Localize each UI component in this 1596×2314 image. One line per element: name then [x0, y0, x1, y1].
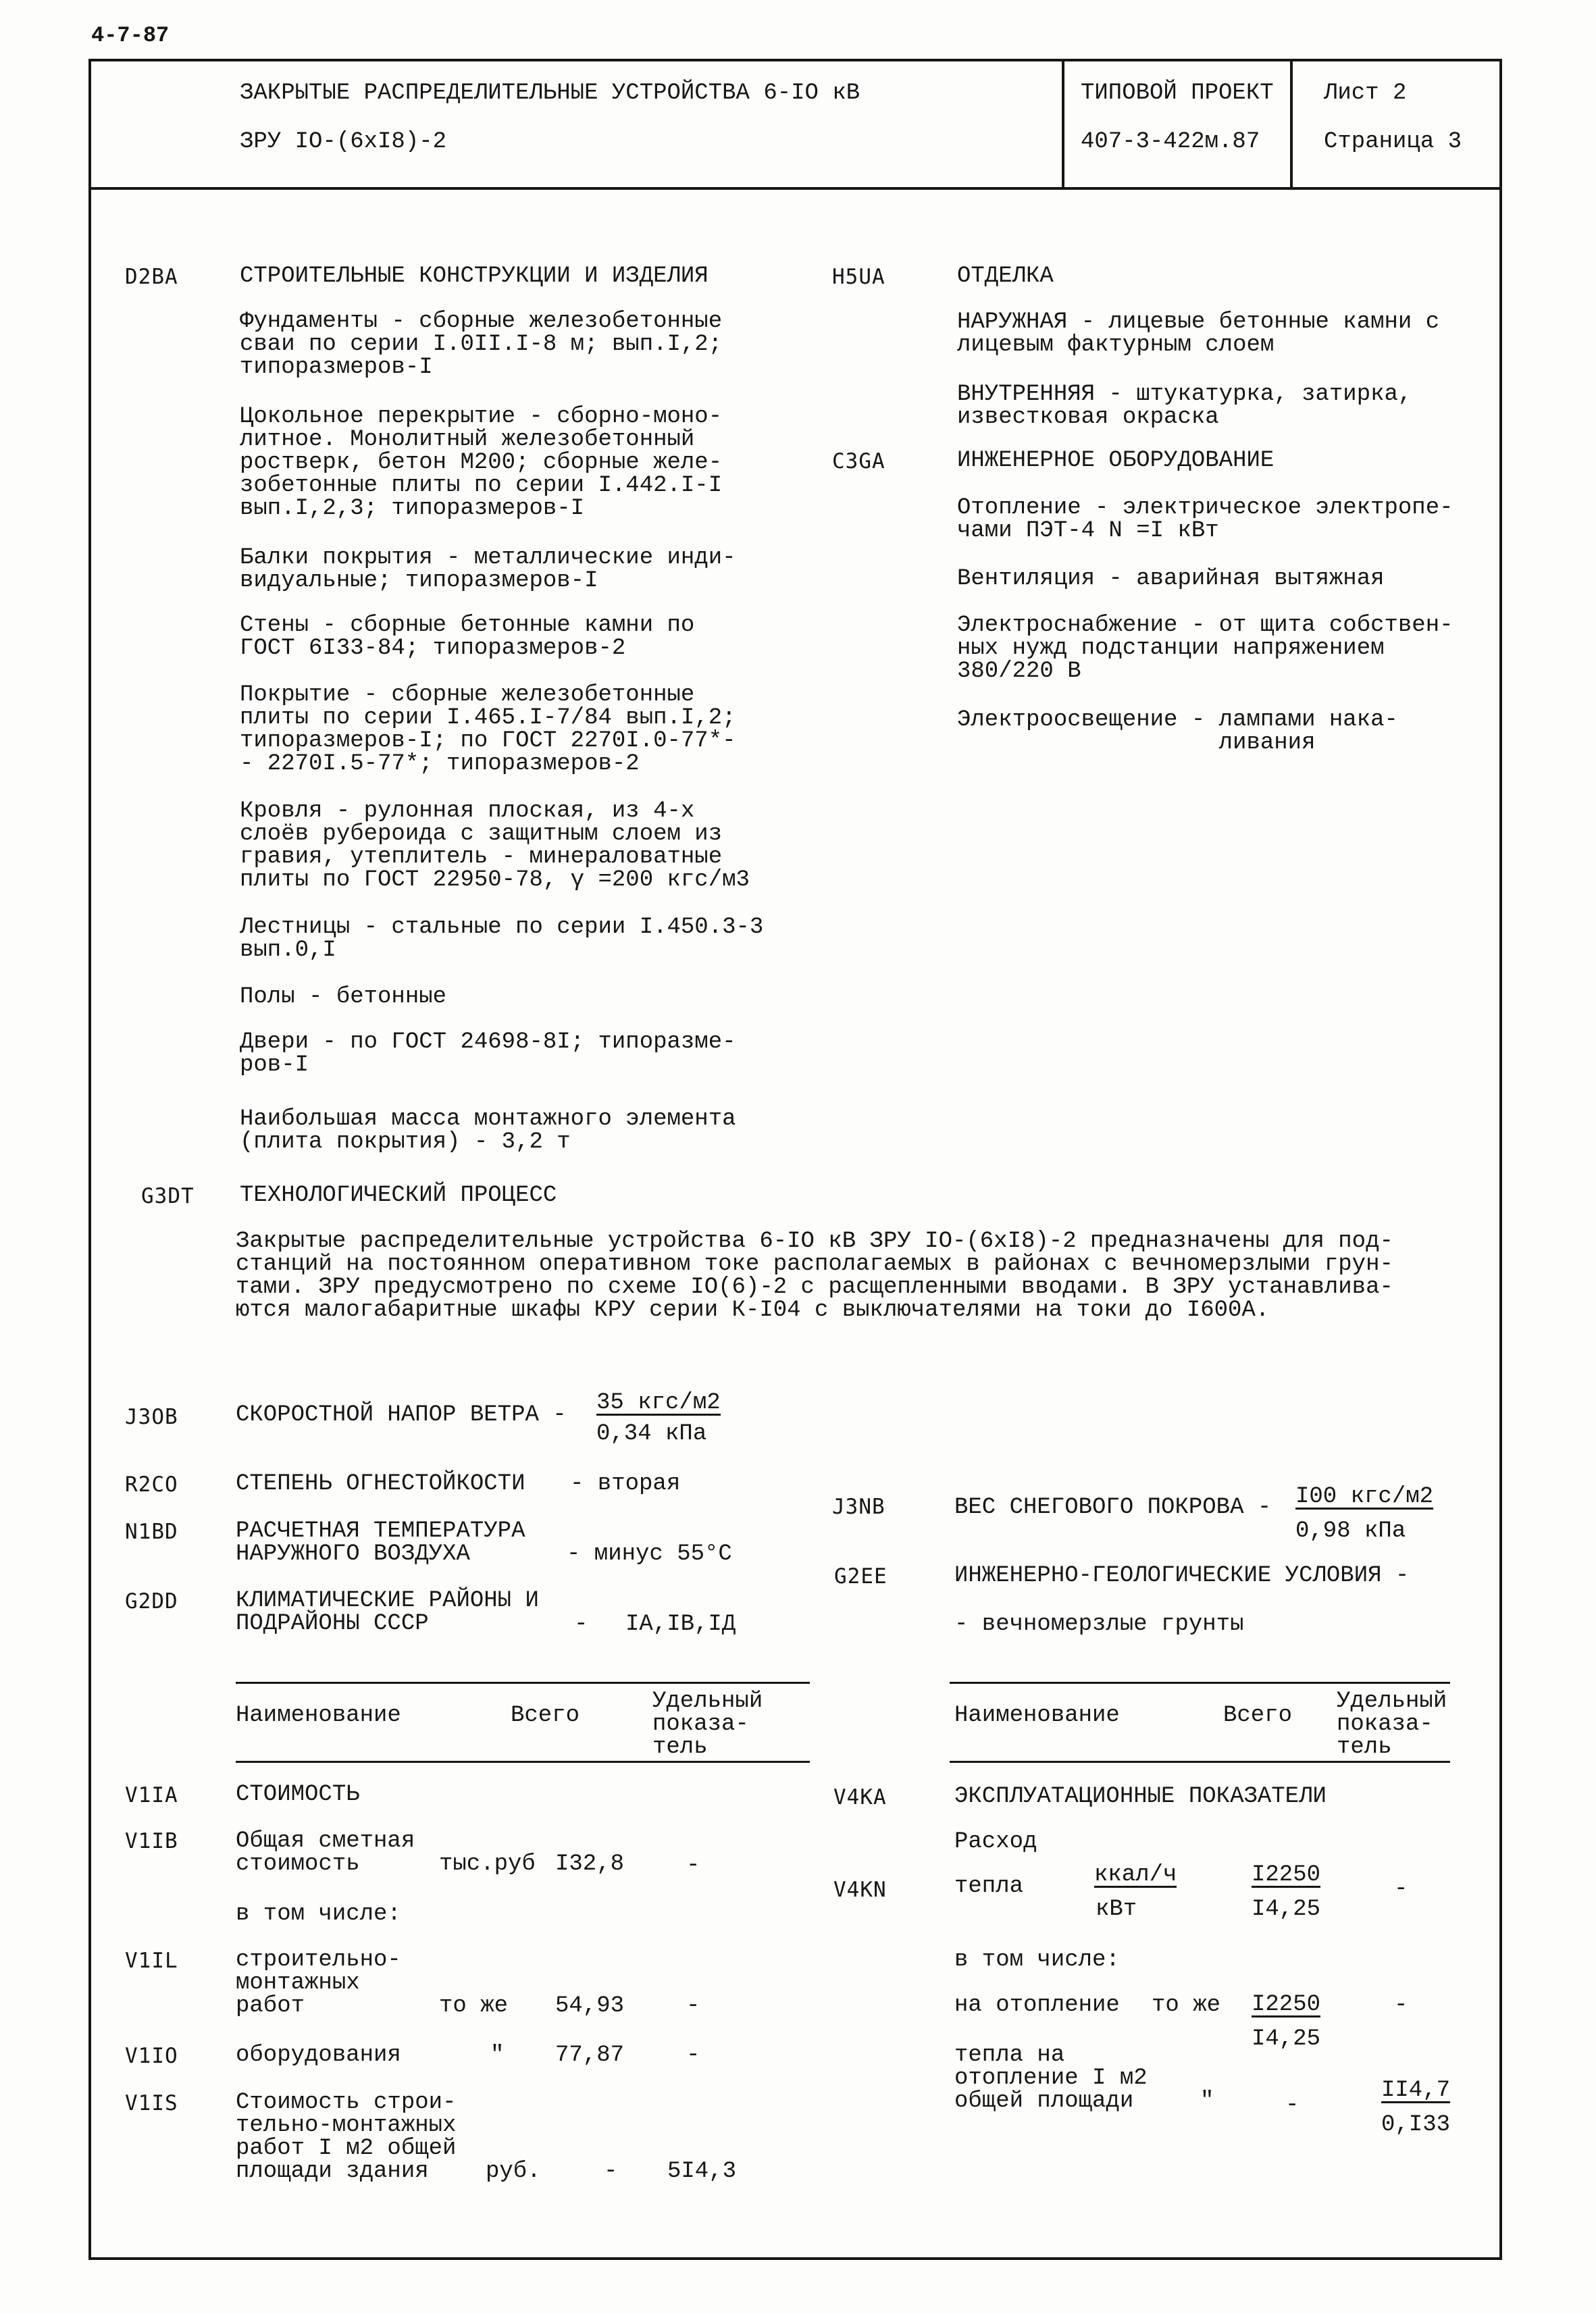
- snow-value: I00 кгс/м2: [1295, 1484, 1434, 1510]
- consumption-label: Расход: [954, 1829, 1037, 1855]
- engineering-item: Электроснабжение - от щита собствен- ных нужд подстанции напряжением 380/220 В: [957, 613, 1453, 684]
- document-code: 4-7-87: [91, 23, 170, 48]
- cost-row-specific: -: [686, 2042, 700, 2068]
- climate-code: G2DD: [125, 1589, 178, 1614]
- cost-row-total: -: [604, 2159, 618, 2184]
- heat-row-name: тепла: [954, 1874, 1024, 1899]
- engineering-item: Отопление - электрическое электропе- чами ПЭТ-4 N =I кВт: [957, 495, 1453, 544]
- snow-code: J3NB: [832, 1495, 885, 1519]
- cost-header-name: Наименование: [236, 1703, 401, 1728]
- finishing-item: ВНУТРЕННЯЯ - штукатурка, затирка, известковая окраска: [957, 382, 1412, 430]
- engineering-item: Вентиляция - аварийная вытяжная: [957, 566, 1385, 592]
- finishing-heading: ОТДЕЛКА: [957, 263, 1054, 289]
- process-text: Закрытые распределительные устройства 6-IO кВ ЗРУ IO-(6хI8)-2 предназначены для под- станций на постоянном оперативном токе располагаемых в районах с вечномерзлыми грун- тами. ЗРУ предусмотрено по схеме IO(6)-2 с расщепленными вводами. В ЗРУ устанавлива- ются малогабаритные шкафы КРУ серии К-I04 с выключателями на токи до I600А.: [236, 1229, 1393, 1323]
- construction-heading: СТРОИТЕЛЬНЫЕ КОНСТРУКЦИИ И ИЗДЕЛИЯ: [240, 263, 709, 289]
- geology-value: - вечномерзлые грунты: [954, 1612, 1244, 1637]
- wind-code: J3OB: [125, 1405, 178, 1429]
- cost-table-header-rule: [236, 1761, 810, 1763]
- heating-row-specific: -: [1394, 1992, 1408, 2018]
- header-title: ЗАКРЫТЫЕ РАСПРЕДЕЛИТЕЛЬНЫЕ УСТРОЙСТВА 6-IO кВ: [240, 80, 860, 106]
- heating-row-total: I2250: [1252, 1992, 1321, 2017]
- construction-item: Балки покрытия - металлические инди- видуальные; типоразмеров-I: [240, 545, 736, 594]
- heat-row-unit-si: кВт: [1096, 1897, 1137, 1922]
- operation-header-name: Наименование: [954, 1703, 1120, 1728]
- cost-row-name: оборудования: [236, 2042, 401, 2068]
- construction-item: Кровля - рулонная плоская, из 4-х слоёв рубероида с защитным слоем из гравия, утеплитель - минераловатные плиты по ГОСТ 22950-78, γ =200 кгс/м3: [240, 798, 750, 893]
- fire-code: R2CO: [125, 1472, 178, 1497]
- sheet-number: Лист 2: [1324, 80, 1407, 106]
- wind-value-si: 0,34 кПа: [596, 1421, 707, 1447]
- specific-row-name: тепла на отопление I м2 общей площади: [954, 2042, 1148, 2114]
- wind-label: СКОРОСТНОЙ НАПОР ВЕТРА -: [236, 1402, 567, 1428]
- operation-header-total: Всего: [1223, 1703, 1293, 1728]
- cost-row-specific: 5I4,3: [667, 2159, 737, 2184]
- cost-row-code: V1IO: [125, 2044, 178, 2068]
- cost-row-code: V1IL: [125, 1949, 178, 1973]
- heating-row-total-si: I4,25: [1252, 2026, 1321, 2052]
- heat-row-specific: -: [1394, 1876, 1408, 1902]
- snow-value-si: 0,98 кПа: [1295, 1518, 1406, 1544]
- construction-item: Полы - бетонные: [240, 984, 447, 1010]
- construction-item: Фундаменты - сборные железобетонные сваи по серии I.0II.I-8 м; вып.I,2; типоразмеров-I: [240, 309, 723, 380]
- climate-dash: -: [574, 1612, 588, 1637]
- fire-label: СТЕПЕНЬ ОГНЕСТОЙКОСТИ: [236, 1471, 525, 1497]
- project-label: ТИПОВОЙ ПРОЕКТ: [1081, 80, 1274, 106]
- cost-row-name: строительно- монтажных работ: [236, 1947, 401, 2019]
- cost-section-code: V1IA: [125, 1783, 178, 1807]
- operation-header-specific: Удельный показа- тель: [1337, 1689, 1447, 1760]
- heating-row-name: на отопление: [954, 1992, 1120, 2018]
- process-heading: ТЕХНОЛОГИЧЕСКИЙ ПРОЦЕСС: [240, 1183, 557, 1208]
- heating-row-unit: то же: [1152, 1992, 1221, 2018]
- header-subtitle: ЗРУ IO-(6хI8)-2: [240, 129, 447, 155]
- header-column-divider-2: [1290, 59, 1293, 188]
- cost-including-label: в том числе:: [236, 1901, 401, 1927]
- engineering-heading: ИНЖЕНЕРНОЕ ОБОРУДОВАНИЕ: [957, 448, 1275, 473]
- heat-row-total: I2250: [1252, 1862, 1321, 1888]
- specific-row-total: -: [1285, 2092, 1299, 2118]
- specific-row-unit: ": [1200, 2088, 1214, 2114]
- cost-row-code: V1IB: [125, 1829, 178, 1853]
- cost-section-title: СТОИМОСТЬ: [236, 1782, 360, 1807]
- header-column-divider-1: [1062, 59, 1064, 188]
- cost-row-total: I32,8: [555, 1851, 625, 1877]
- heat-row-code: V4KN: [833, 1878, 887, 1902]
- specific-row-specific: II4,7: [1381, 2078, 1451, 2103]
- construction-code: D2BA: [125, 265, 178, 289]
- cost-header-specific: Удельный показа- тель: [652, 1689, 763, 1760]
- cost-row-specific: -: [686, 1853, 700, 1878]
- cost-row-unit: руб.: [486, 2159, 541, 2184]
- engineering-code: C3GA: [832, 449, 885, 473]
- construction-item: Покрытие - сборные железобетонные плиты по серии I.465.I-7/84 вып.I,2; типоразмеров-I; по ГОСТ 2270I.0-77*- - 2270I.5-77*; типоразмеров-2: [240, 682, 736, 777]
- operation-including-label: в том числе:: [954, 1947, 1120, 1973]
- fire-value: - вторая: [570, 1471, 681, 1497]
- geology-code: G2EE: [834, 1564, 887, 1589]
- finishing-item: НАРУЖНАЯ - лицевые бетонные камни с лицевым фактурным слоем: [957, 309, 1440, 358]
- cost-row-total: 54,93: [555, 1993, 625, 2019]
- construction-item: Двери - по ГОСТ 24698-8I; типоразме- ров-I: [240, 1029, 736, 1078]
- cost-row-unit: то же: [439, 1993, 509, 2019]
- operation-section-title: ЭКСПЛУАТАЦИОННЫЕ ПОКАЗАТЕЛИ: [954, 1784, 1327, 1809]
- cost-row-total: 77,87: [555, 2042, 625, 2068]
- heat-row-unit: ккал/ч: [1094, 1862, 1177, 1888]
- cost-row-code: V1IS: [125, 2091, 178, 2115]
- specific-row-specific-si: 0,I33: [1381, 2112, 1451, 2138]
- construction-item: Лестницы - стальные по серии I.450.3-3 вып.0,I: [240, 915, 764, 963]
- operation-table-top-rule: [950, 1682, 1450, 1684]
- construction-item: Стены - сборные бетонные камни по ГОСТ 6I33-84; типоразмеров-2: [240, 613, 695, 661]
- cost-row-unit: тыс.руб: [439, 1851, 536, 1877]
- process-code: G3DT: [141, 1184, 195, 1208]
- cost-table-top-rule: [236, 1682, 810, 1684]
- cost-header-total: Всего: [511, 1703, 580, 1728]
- temperature-value: - минус 55°С: [567, 1541, 732, 1567]
- geology-label: ИНЖЕНЕРНО-ГЕОЛОГИЧЕСКИЕ УСЛОВИЯ -: [954, 1563, 1410, 1589]
- heat-row-total-si: I4,25: [1252, 1897, 1321, 1922]
- project-number: 407-3-422м.87: [1081, 129, 1260, 155]
- page-number: Страница 3: [1324, 129, 1462, 155]
- temperature-code: N1BD: [125, 1520, 178, 1544]
- cost-row-name: Общая сметная стоимость: [236, 1828, 415, 1877]
- cost-row-unit: ": [490, 2042, 505, 2068]
- temperature-label: РАСЧЕТНАЯ ТЕМПЕРАТУРА НАРУЖНОГО ВОЗДУХА: [236, 1518, 525, 1567]
- construction-item: Цокольное перекрытие - сборно-моно- литное. Монолитный железобетонный ростверк, бетон М200; сборные желе- зобетонные плиты по серии I.442.I-I вып.I,2,3; типоразмеров-I: [240, 404, 723, 521]
- engineering-item: Электроосвещение - лампами нака- ливания: [957, 707, 1398, 756]
- wind-value: 35 кгс/м2: [596, 1390, 721, 1416]
- finishing-code: H5UA: [832, 265, 885, 289]
- operation-table-header-rule: [950, 1761, 1450, 1763]
- climate-value: IA,IB,IД: [625, 1612, 736, 1637]
- cost-row-specific: -: [686, 1993, 700, 2019]
- construction-item: Наибольшая масса монтажного элемента (плита покрытия) - 3,2 т: [240, 1106, 736, 1155]
- cost-row-name: Стоимость строи- тельно-монтажных работ I м2 общей площади здания: [236, 2090, 457, 2184]
- climate-label: КЛИМАТИЧЕСКИЕ РАЙОНЫ И ПОДРАЙОНЫ СССР: [236, 1588, 539, 1637]
- snow-label: ВЕС СНЕГОВОГО ПОКРОВА -: [954, 1495, 1272, 1520]
- operation-section-code: V4KA: [833, 1785, 887, 1809]
